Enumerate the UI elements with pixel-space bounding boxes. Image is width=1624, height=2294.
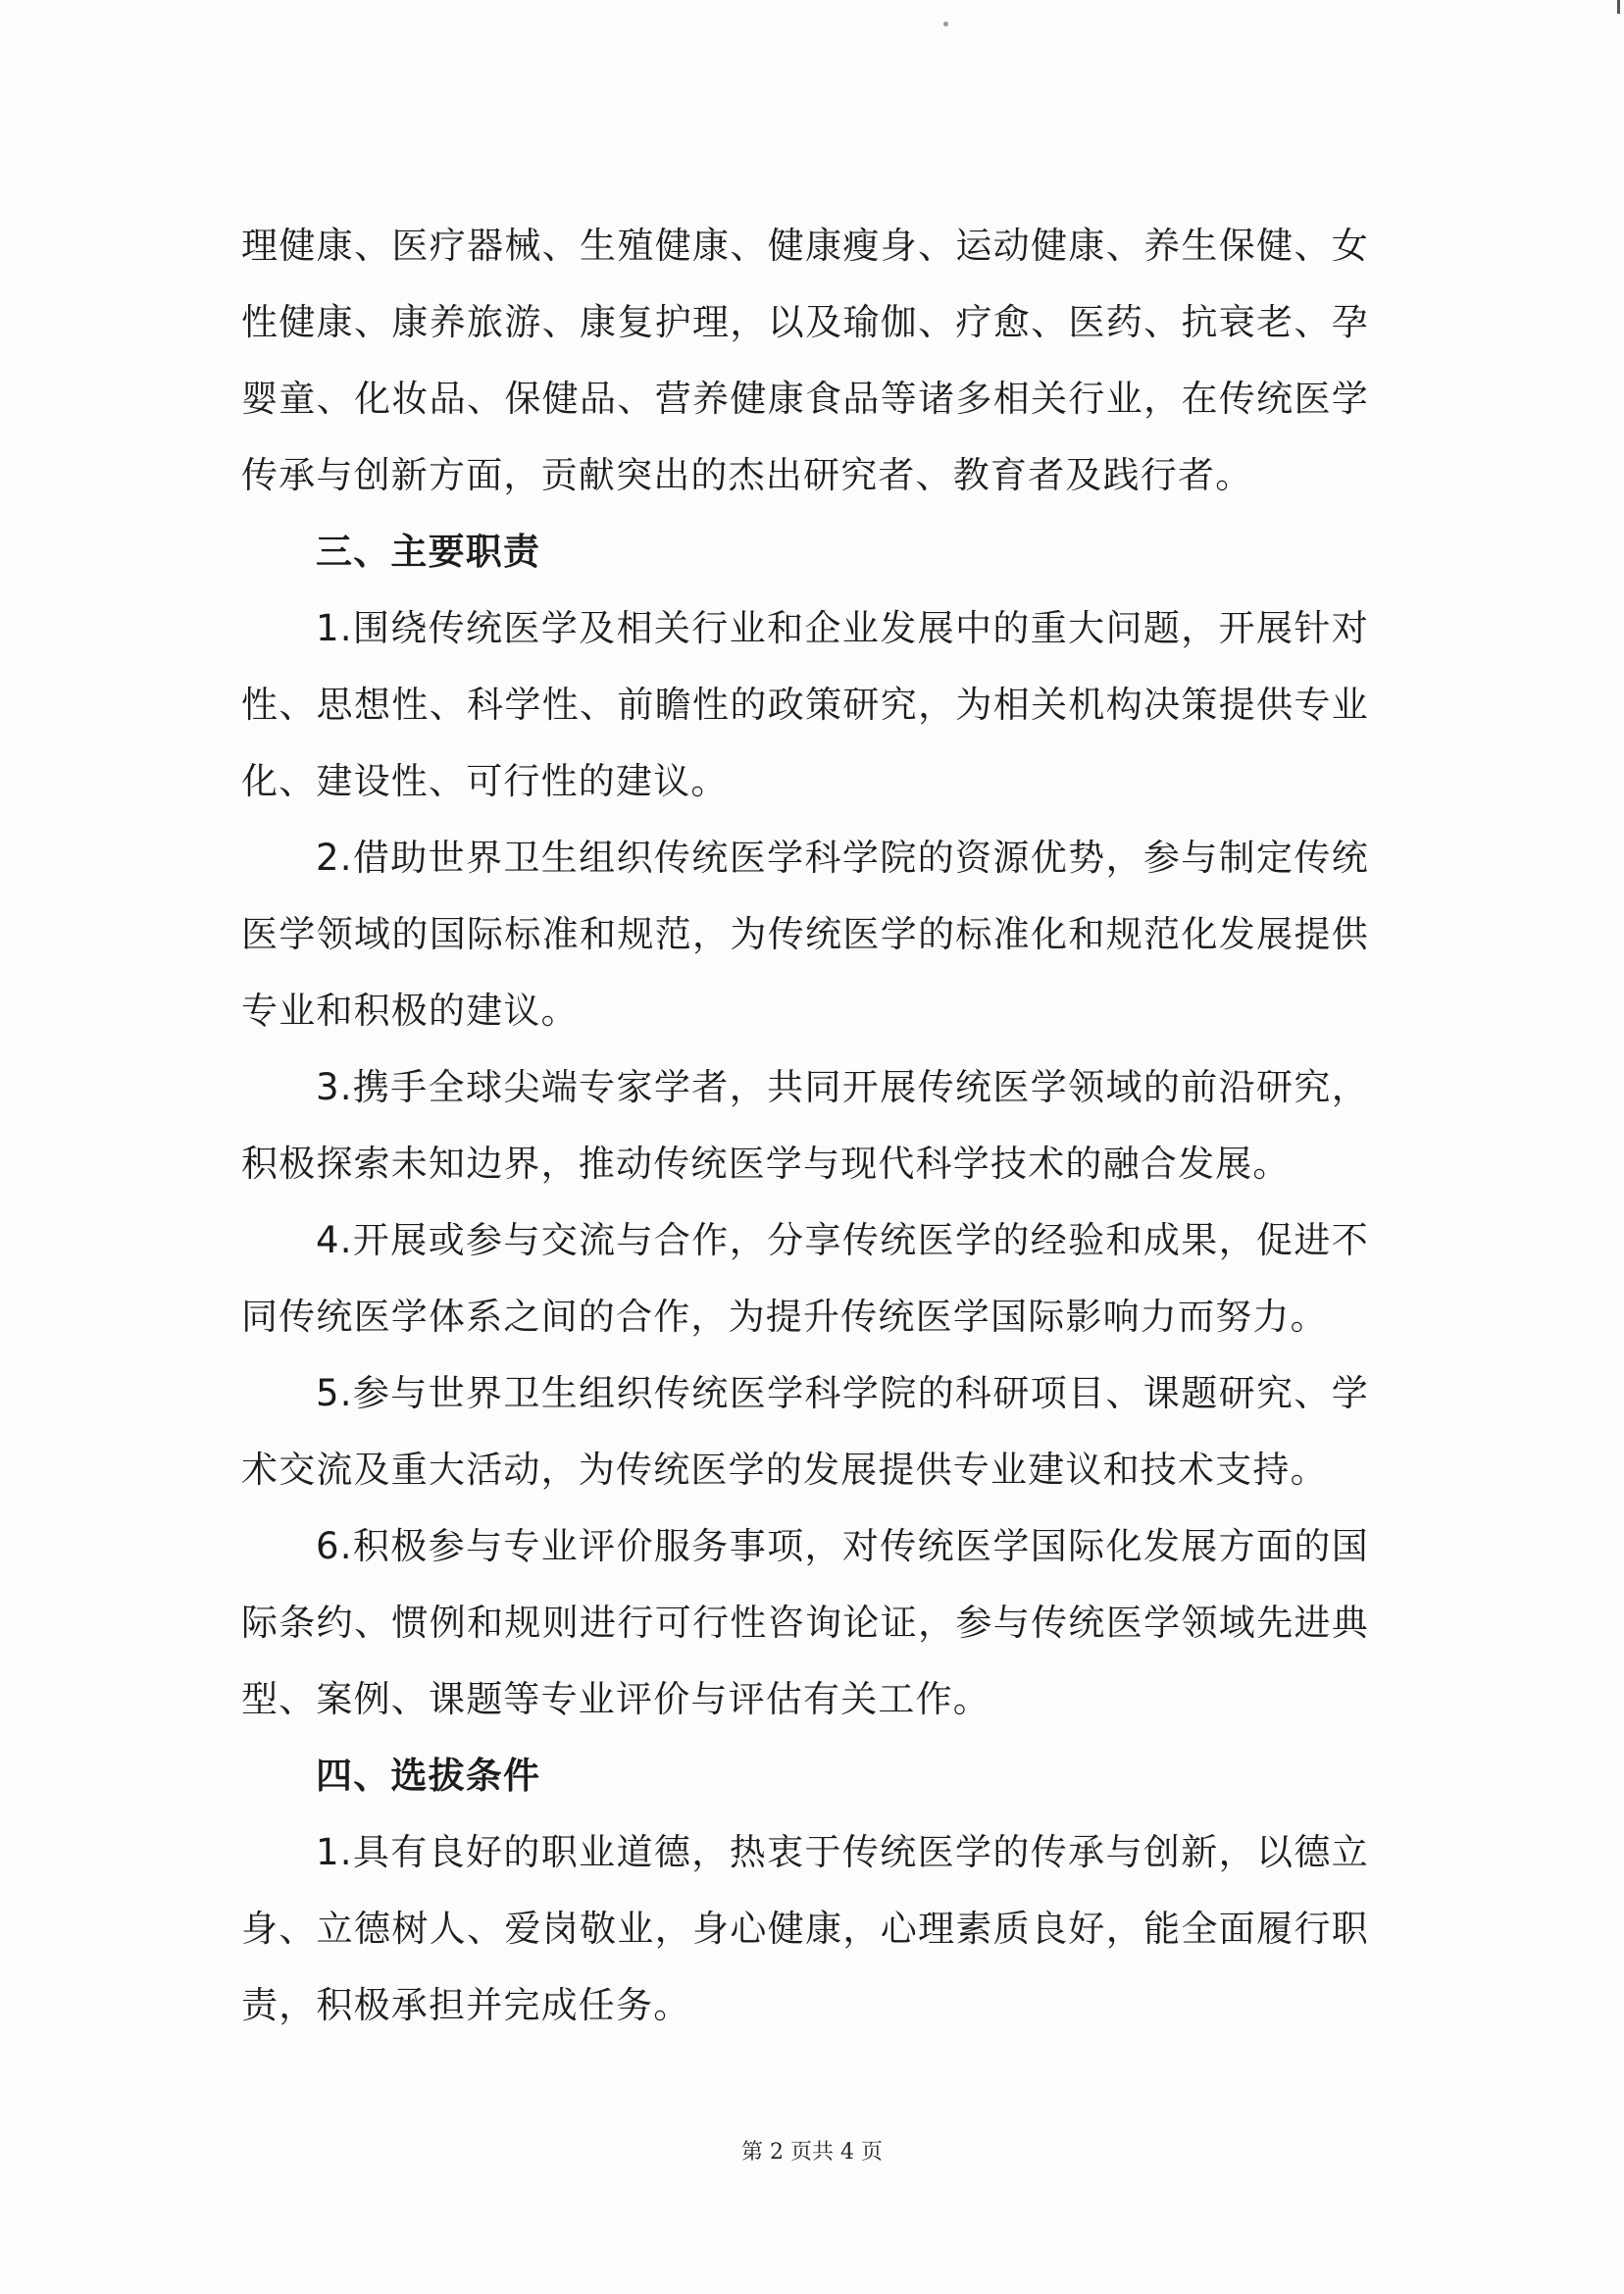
intro-continuation-paragraph: 理健康、医疗器械、生殖健康、健康瘦身、运动健康、养生保健、女性健康、康养旅游、康复护理，以及瑜伽、疗愈、医药、抗衰老、孕婴童、化妆品、保健品、营养健康食品等诸多相关行业，在传统医学传承与创新方面，贡献突出的杰出研究者、教育者及践行者。 <box>241 225 1369 496</box>
duty-item-4: 4.开展或参与交流与合作，分享传统医学的经验和成果，促进不同传统医学体系之间的合作，为提升传统医学国际影响力而努力。 <box>241 1219 1369 1338</box>
criteria-item-1: 1.具有良好的职业道德，热衷于传统医学的传承与创新，以德立身、立德树人、爱岗敬业，身心健康，心理素质良好，能全面履行职责，积极承担并完成任务。 <box>241 1831 1369 2026</box>
scan-dust-mark <box>943 22 948 26</box>
duty-item-6: 6.积极参与专业评价服务事项，对传统医学国际化发展方面的国际条约、惯例和规则进行可行性咨询论证，参与传统医学领域先进典型、案例、课题等专业评价与评估有关工作。 <box>241 1525 1369 1720</box>
scan-edge-mark <box>1617 0 1620 14</box>
page-number-footer: 第 2 页共 4 页 <box>741 2140 883 2165</box>
duty-item-5: 5.参与世界卫生组织传统医学科学院的科研项目、课题研究、学术交流及重大活动，为传统医学的发展提供专业建议和技术支持。 <box>241 1372 1369 1491</box>
duty-item-1: 1.围绕传统医学及相关行业和企业发展中的重大问题，开展针对性、思想性、科学性、前瞻性的政策研究，为相关机构决策提供专业化、建设性、可行性的建议。 <box>241 607 1369 802</box>
document-body <box>241 208 1369 2044</box>
section-heading-criteria: 四、选拔条件 <box>316 1755 541 1797</box>
duty-item-2: 2.借助世界卫生组织传统医学科学院的资源优势，参与制定传统医学领域的国际标准和规范，为传统医学的标准化和规范化发展提供专业和积极的建议。 <box>241 837 1369 1032</box>
section-heading-duties: 三、主要职责 <box>316 531 541 573</box>
duty-item-3: 3.携手全球尖端专家学者，共同开展传统医学领域的前沿研究，积极探索未知边界，推动传统医学与现代科学技术的融合发展。 <box>241 1066 1369 1185</box>
